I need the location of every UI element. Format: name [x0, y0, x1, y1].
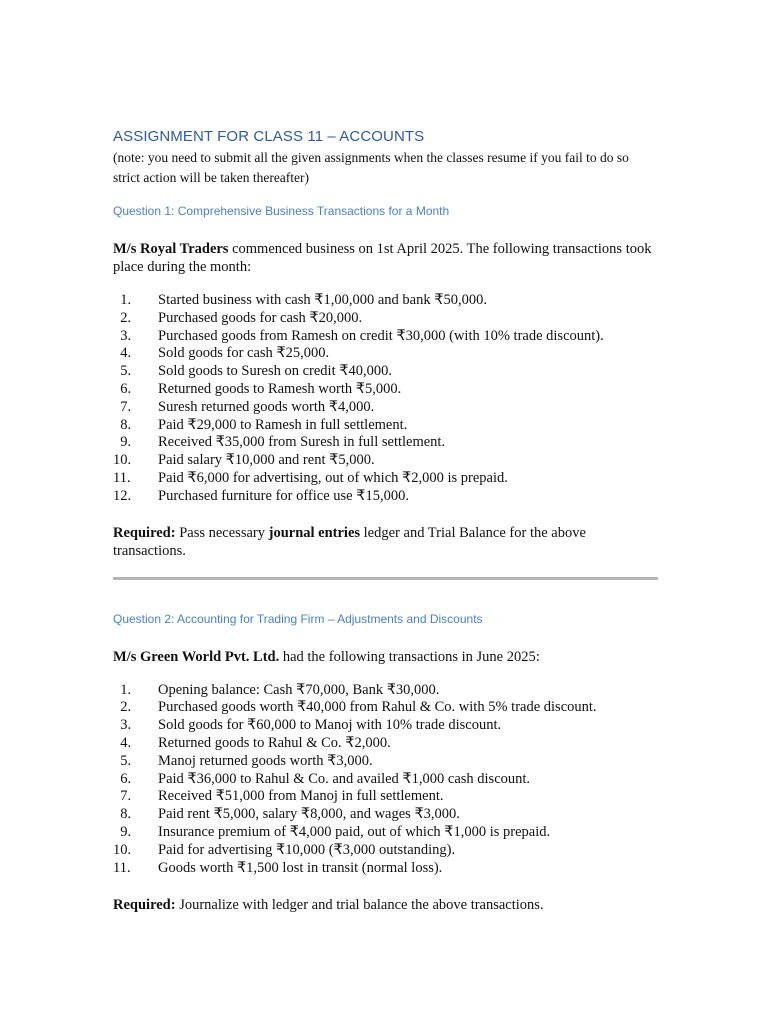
list-item: [113, 452, 658, 470]
list-item-text: Paid salary ₹10,000 and rent ₹5,000.: [158, 452, 375, 469]
list-item-number: 7.: [113, 788, 132, 805]
assignment-title: ASSIGNMENT FOR CLASS 11 – ACCOUNTS: [113, 128, 425, 145]
list-item: [113, 292, 658, 310]
list-item-text: Returned goods to Rahul & Co. ₹2,000.: [158, 734, 391, 751]
list-item-text: Received ₹35,000 from Suresh in full settlement.: [158, 434, 446, 451]
list-item-number: 3.: [113, 327, 132, 344]
list-item-number: 5.: [113, 363, 132, 380]
list-item-number: 11.: [113, 859, 131, 876]
question-2-required: [113, 896, 658, 914]
list-item-number: 10.: [113, 841, 132, 858]
question-1-heading: Question 1: Comprehensive Business Transactions for a Month: [113, 204, 450, 218]
list-item-text: Opening balance: Cash ₹70,000, Bank ₹30,000.: [158, 681, 440, 698]
list-item-text: Paid ₹6,000 for advertising, out of which ₹2,000 is prepaid.: [158, 469, 508, 486]
list-item-text: Returned goods to Ramesh worth ₹5,000.: [158, 380, 402, 397]
list-item: [113, 381, 658, 399]
list-item-number: 8.: [113, 806, 132, 823]
list-item-text: Paid rent ₹5,000, salary ₹8,000, and wages ₹3,000.: [158, 806, 460, 823]
list-item-text: Purchased furniture for office use ₹15,000.: [158, 487, 409, 504]
question-1-required-bold: journal entries: [268, 524, 361, 541]
list-item-number: 11.: [113, 469, 131, 486]
list-item: [113, 771, 658, 789]
list-item-text: Insurance premium of ₹4,000 paid, out of which ₹1,000 is prepaid.: [158, 823, 551, 840]
list-item-number: 2.: [113, 309, 132, 326]
list-item-number: 6.: [113, 380, 132, 397]
list-item-text: Sold goods to Suresh on credit ₹40,000.: [158, 363, 392, 380]
list-item-text: Paid ₹29,000 to Ramesh in full settlement.: [158, 416, 408, 433]
list-item-text: Goods worth ₹1,500 lost in transit (normal loss).: [158, 859, 443, 876]
list-item-number: 5.: [113, 752, 132, 769]
question-1-required: [113, 524, 658, 560]
list-item-number: 2.: [113, 699, 132, 716]
question-1-required-text-b: ledger and Trial Balance for the above transactions.: [113, 524, 586, 559]
question-1-required-text-a: Pass necessary: [175, 524, 269, 541]
question-1-required-label: Required:: [113, 524, 176, 541]
question-2-heading: Question 2: Accounting for Trading Firm – Adjustments and Discounts: [113, 611, 483, 626]
list-item: [113, 363, 658, 381]
list-item-text: Purchased goods from Ramesh on credit ₹30,000 (with 10% trade discount).: [158, 327, 604, 344]
list-item: [113, 717, 658, 735]
list-item-text: Started business with cash ₹1,00,000 and bank ₹50,000.: [158, 292, 487, 308]
question-2-company: M/s Green World Pvt. Ltd.: [113, 648, 280, 665]
list-item: [113, 434, 658, 452]
list-item: [113, 488, 658, 506]
list-item-text: Purchased goods for cash ₹20,000.: [158, 309, 363, 326]
list-item-number: 1.: [113, 681, 132, 698]
document-content: [113, 126, 658, 914]
list-item-number: 3.: [113, 717, 132, 734]
list-item-text: Sold goods for ₹60,000 to Manoj with 10% trade discount.: [158, 717, 502, 734]
list-item-number: 9.: [113, 823, 132, 840]
question-1-transaction-list: [113, 292, 658, 506]
list-item: [113, 824, 658, 842]
list-item: [113, 470, 658, 488]
list-item: [113, 682, 658, 700]
list-item-number: 10.: [113, 452, 132, 469]
list-item-number: 6.: [113, 770, 132, 787]
list-item-number: 1.: [113, 292, 132, 308]
section-divider: [113, 577, 658, 580]
question-2-required-text: Journalize with ledger and trial balance the above transactions.: [175, 897, 544, 914]
question-2-intro: [113, 648, 658, 666]
list-item-text: Sold goods for cash ₹25,000.: [158, 345, 330, 362]
submission-note: (note: you need to submit all the given assignments when the classes resume if you fail to do so strict action will be taken thereafter): [113, 150, 629, 185]
question-2-transaction-list: [113, 682, 658, 878]
list-item: [113, 735, 658, 753]
list-item-number: 8.: [113, 416, 132, 433]
list-item: [113, 806, 658, 824]
list-item: [113, 860, 658, 878]
list-item: [113, 699, 658, 717]
list-item-number: 7.: [113, 398, 132, 415]
list-item-number: 12.: [113, 487, 132, 504]
list-item-number: 4.: [113, 734, 132, 751]
list-item-number: 4.: [113, 345, 132, 362]
list-item-text: Manoj returned goods worth ₹3,000.: [158, 752, 373, 769]
list-item-text: Paid for advertising ₹10,000 (₹3,000 outstanding).: [158, 841, 456, 858]
list-item: [113, 310, 658, 328]
question-1-company: M/s Royal Traders: [113, 241, 229, 257]
list-item: [113, 842, 658, 860]
question-2-intro-text: had the following transactions in June 2025:: [279, 648, 540, 665]
list-item-number: 9.: [113, 434, 132, 451]
list-item-text: Suresh returned goods worth ₹4,000.: [158, 398, 375, 415]
list-item-text: Received ₹51,000 from Manoj in full settlement.: [158, 788, 444, 805]
list-item: [113, 753, 658, 771]
question-2-required-label: Required:: [113, 897, 176, 914]
list-item-text: Purchased goods worth ₹40,000 from Rahul & Co. with 5% trade discount.: [158, 699, 597, 716]
list-item: [113, 417, 658, 435]
list-item-text: Paid ₹36,000 to Rahul & Co. and availed ₹1,000 cash discount.: [158, 770, 531, 787]
question-1-intro-text: commenced business on 1st April 2025. The following transactions took place during the month:: [113, 241, 652, 275]
list-item: [113, 788, 658, 806]
list-item: [113, 399, 658, 417]
question-1-intro: [113, 240, 658, 276]
list-item: [113, 328, 658, 346]
list-item: [113, 345, 658, 363]
